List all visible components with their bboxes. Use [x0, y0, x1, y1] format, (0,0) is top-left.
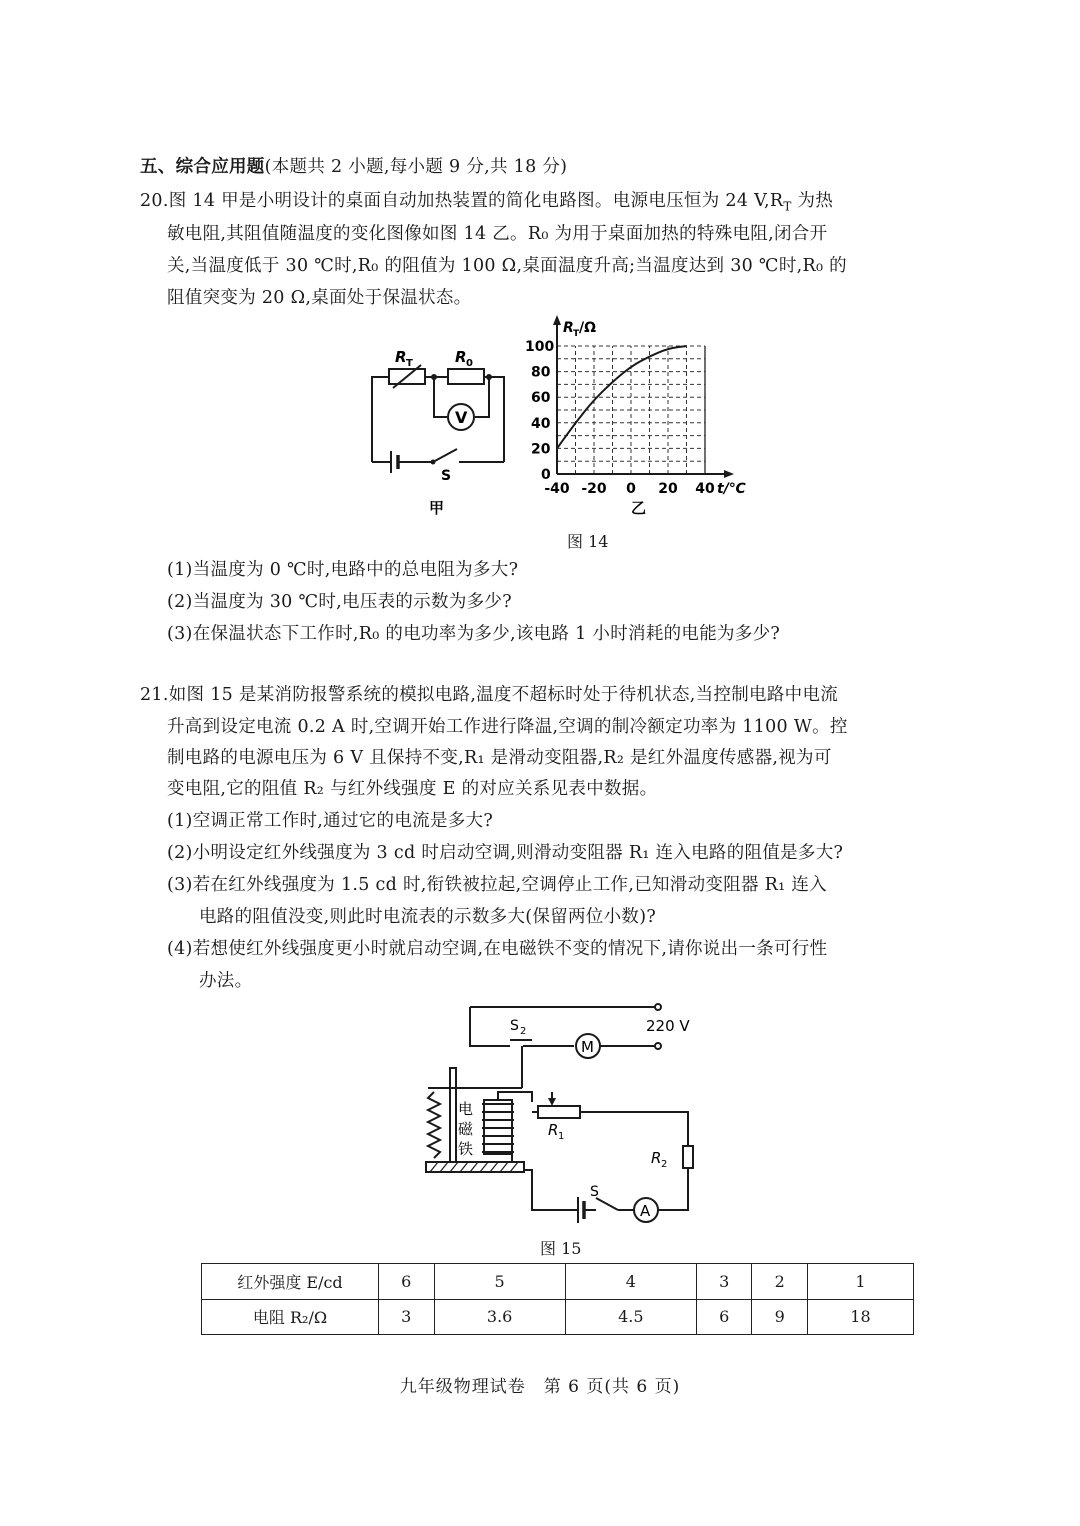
table-cell: 5 — [434, 1264, 565, 1300]
voltmeter-icon: V — [455, 408, 468, 427]
figure14-graph — [525, 312, 765, 522]
graph-grid — [557, 346, 705, 474]
q21-line-3: 制电路的电源电压为 6 V 且保持不变,R₁ 是滑动变阻器,R₂ 是红外温度传感器,视为可 — [167, 748, 832, 768]
page-footer: 九年级物理试卷 第 6 页(共 6 页) — [399, 1377, 681, 1397]
section-heading — [140, 152, 567, 182]
table-cell: 6 — [696, 1299, 752, 1335]
q20-line-4: 阻值突变为 20 Ω,桌面处于保温状态。 — [167, 288, 472, 308]
x-axis-label: t/℃ — [717, 481, 746, 497]
y-tick-label: 0 — [541, 467, 551, 483]
y-tick-label: 60 — [531, 390, 551, 407]
q21-line-4: 变电阻,它的阻值 R₂ 与红外线强度 E 的对应关系见表中数据。 — [167, 779, 658, 799]
q20-sub-1: (1)当温度为 0 ℃时,电路中的总电阻为多大? — [167, 560, 519, 580]
q21-sub-4-cont: 办法。 — [199, 971, 253, 991]
r0-sub: 0 — [466, 358, 473, 369]
x-tick-label: -40 — [544, 481, 570, 497]
table-row — [202, 1299, 914, 1335]
y-tick-label: 40 — [531, 415, 551, 432]
q21-sub-4: (4)若想使红外线强度更小时就启动空调,在电磁铁不变的情况下,请你说出一条可行性 — [167, 939, 828, 959]
q20-line-2: 敏电阻,其阻值随温度的变化图像如图 14 乙。R₀ 为用于桌面加热的特殊电阻,闭合开 — [167, 224, 828, 244]
table-cell: 3 — [379, 1299, 435, 1335]
y-axis-sub: T — [573, 329, 580, 339]
r1-sub: 1 — [558, 1131, 565, 1142]
ammeter-icon: A — [640, 1202, 651, 1220]
rt-sub: T — [406, 358, 413, 369]
q21-sub-3: (3)若在红外线强度为 1.5 cd 时,衔铁被拉起,空调停止工作,已知滑动变阻器 R₁ 连入 — [167, 875, 827, 895]
q20-sub-3: (3)在保温状态下工作时,R₀ 的电功率为多少,该电路 1 小时消耗的电能为多少? — [167, 624, 781, 644]
figure14-circuit — [355, 335, 525, 520]
y-axis-label: R — [563, 320, 574, 336]
section-title: 五、综合应用题 — [140, 157, 265, 177]
r2-table — [201, 1263, 914, 1335]
q20-line-3: 关,当温度低于 30 ℃时,R₀ 的阻值为 100 Ω,桌面温度升高;当温度达到 30 ℃时,R₀ 的 — [167, 256, 847, 276]
graph-yi-label: 乙 — [631, 499, 647, 517]
q20-sub-2: (2)当温度为 30 ℃时,电压表的示数为多少? — [167, 592, 512, 612]
r2-label: R — [651, 1149, 662, 1167]
x-axis-arrow-icon — [724, 470, 734, 478]
x-tick-label: 20 — [658, 481, 678, 497]
rt-label: R — [395, 348, 407, 366]
table-cell: 4.5 — [565, 1299, 696, 1335]
r1-label: R — [548, 1121, 559, 1139]
q21-line-2: 升高到设定电流 0.2 A 时,空调开始工作进行降温,空调的制冷额定功率为 1100 W。控 — [167, 717, 848, 737]
figure15-circuit — [420, 1000, 710, 1225]
q20-rt-sub: T — [783, 199, 792, 214]
q20-line-1 — [140, 186, 833, 222]
magnet-char-2: 磁 — [458, 1120, 474, 1138]
table-cell: 18 — [807, 1299, 913, 1335]
y-tick-label: 20 — [531, 441, 551, 458]
r0-label: R — [455, 348, 467, 366]
q20-line-1-tail: 为热 — [791, 191, 834, 211]
q21-line-1: 21.如图 15 是某消防报警系统的模拟电路,温度不超标时处于待机状态,当控制电路中电流 — [140, 685, 839, 705]
switch-s-label: S — [590, 1184, 599, 1200]
magnet-char-1: 电 — [458, 1100, 474, 1118]
table-cell: 3.6 — [434, 1299, 565, 1335]
q21-sub-3-cont: 电路的阻值没变,则此时电流表的示数多大(保留两位小数)? — [199, 907, 656, 927]
voltage-label: 220 V — [646, 1017, 690, 1035]
r2-sub: 2 — [661, 1159, 668, 1170]
table-row-header: 红外强度 E/cd — [202, 1264, 379, 1300]
switch-label: S — [441, 468, 452, 484]
table-row-header: 电阻 R₂/Ω — [202, 1299, 379, 1335]
s2-label: S — [510, 1018, 519, 1034]
table-cell: 9 — [752, 1299, 808, 1335]
table-cell: 2 — [752, 1264, 808, 1300]
y-axis-arrow-icon — [553, 315, 561, 325]
y-tick-label: 80 — [531, 364, 551, 381]
magnet-char-3: 铁 — [458, 1140, 474, 1158]
q21-sub-1: (1)空调正常工作时,通过它的电流是多大? — [167, 811, 494, 831]
section-note: (本题共 2 小题,每小题 9 分,共 18 分) — [264, 157, 568, 177]
table-cell: 4 — [565, 1264, 696, 1300]
figure15-caption: 图 15 — [540, 1239, 582, 1258]
y-tick-label: 100 — [525, 339, 555, 355]
table-cell: 1 — [807, 1264, 913, 1300]
x-tick-label: 0 — [626, 481, 636, 497]
q21-sub-2: (2)小明设定红外线强度为 3 cd 时启动空调,则滑动变阻器 R₁ 连入电路的阻值是多大? — [167, 843, 844, 863]
table-row — [202, 1264, 914, 1300]
x-tick-label: 40 — [695, 481, 715, 497]
table-cell: 6 — [379, 1264, 435, 1300]
q20-line-1-text: 20.图 14 甲是小明设计的桌面自动加热装置的简化电路图。电源电压恒为 24 V,R — [140, 191, 784, 211]
s2-sub: 2 — [520, 1026, 527, 1037]
table-cell: 3 — [696, 1264, 752, 1300]
x-tick-label: -20 — [581, 481, 607, 497]
motor-icon: M — [581, 1038, 594, 1056]
figure14-caption: 图 14 — [567, 532, 609, 551]
y-axis-unit: /Ω — [579, 320, 597, 336]
circuit-jia-label: 甲 — [429, 499, 445, 517]
